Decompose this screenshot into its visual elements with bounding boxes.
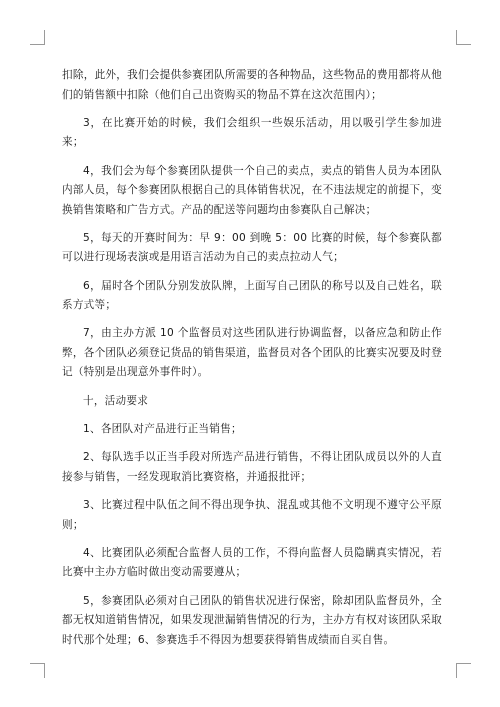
- requirement-item-5-6: 5，参赛团队必须对自己团队的销售状况进行保密，除却团队监督员外，全都无权知道销售情况，如果发现泄漏销售情况的行为，主办方有权对该团队采取时代那个处理；6、参赛选手不得因为想要获得销售成绩而自买自售。: [62, 594, 442, 646]
- paragraph-item-7: 7，由主办方派 10 个监督员对这些团队进行协调监督，以备应急和防止作弊，各个团队必须登记货品的销售渠道，监督员对各个团队的比赛实况要及时登记（特别是出现意外事件时）。: [62, 327, 442, 379]
- paragraph-item-3: 3，在比赛开始的时候，我们会组织一些娱乐活动，用以吸引学生参加进来；: [62, 116, 442, 149]
- paragraph-item-5: 5，每天的开赛时间为：早 9：00 到晚 5：00 比赛的时候，每个参赛队都可以进行现场表演或是用语言活动为自己的卖点拉动人气；: [62, 231, 442, 264]
- paragraph-item-6: 6，届时各个团队分别发放队牌，上面写自己团队的称号以及自己姓名，联系方式等；: [62, 279, 442, 312]
- crop-mark-bottom-left: [30, 663, 45, 678]
- requirement-item-2: 2、每队选手以正当手段对所选产品进行销售，不得让团队成员以外的人直接参与销售，一经发现取消比赛资格，并通报批评；: [62, 451, 442, 483]
- requirement-item-4: 4、比赛团队必须配合监督人员的工作，不得向监督人员隐瞒真实情况，若比赛中主办方临时做出变动需要遵从；: [62, 546, 442, 579]
- document-body: [62, 66, 442, 659]
- requirement-item-3: 3、比赛过程中队伍之间不得出现争执、混乱或其他不文明现不遵守公平原则；: [62, 499, 442, 531]
- crop-mark-top-left: [30, 30, 45, 45]
- section-heading: 十，活动要求: [83, 394, 149, 407]
- crop-mark-top-right: [456, 30, 471, 45]
- paragraph-item-4: 4，我们会为每个参赛团队提供一个自己的卖点，卖点的销售人员为本团队内部人员，每个参赛团队根据自己的具体销售状况，在不违法规定的前提下，变换销售策略和广告方式。产品的配送等问题均由参赛队自己解决；: [62, 164, 442, 216]
- crop-mark-bottom-right: [456, 663, 471, 678]
- requirement-item-1: 1、各团队对产品进行正当销售；: [83, 423, 242, 436]
- paragraph-continuation: 扣除，此外，我们会提供参赛团队所需要的各种物品，这些物品的费用都将从他们的销售额中扣除（他们自己出资购买的物品不算在这次范围内）；: [62, 69, 442, 101]
